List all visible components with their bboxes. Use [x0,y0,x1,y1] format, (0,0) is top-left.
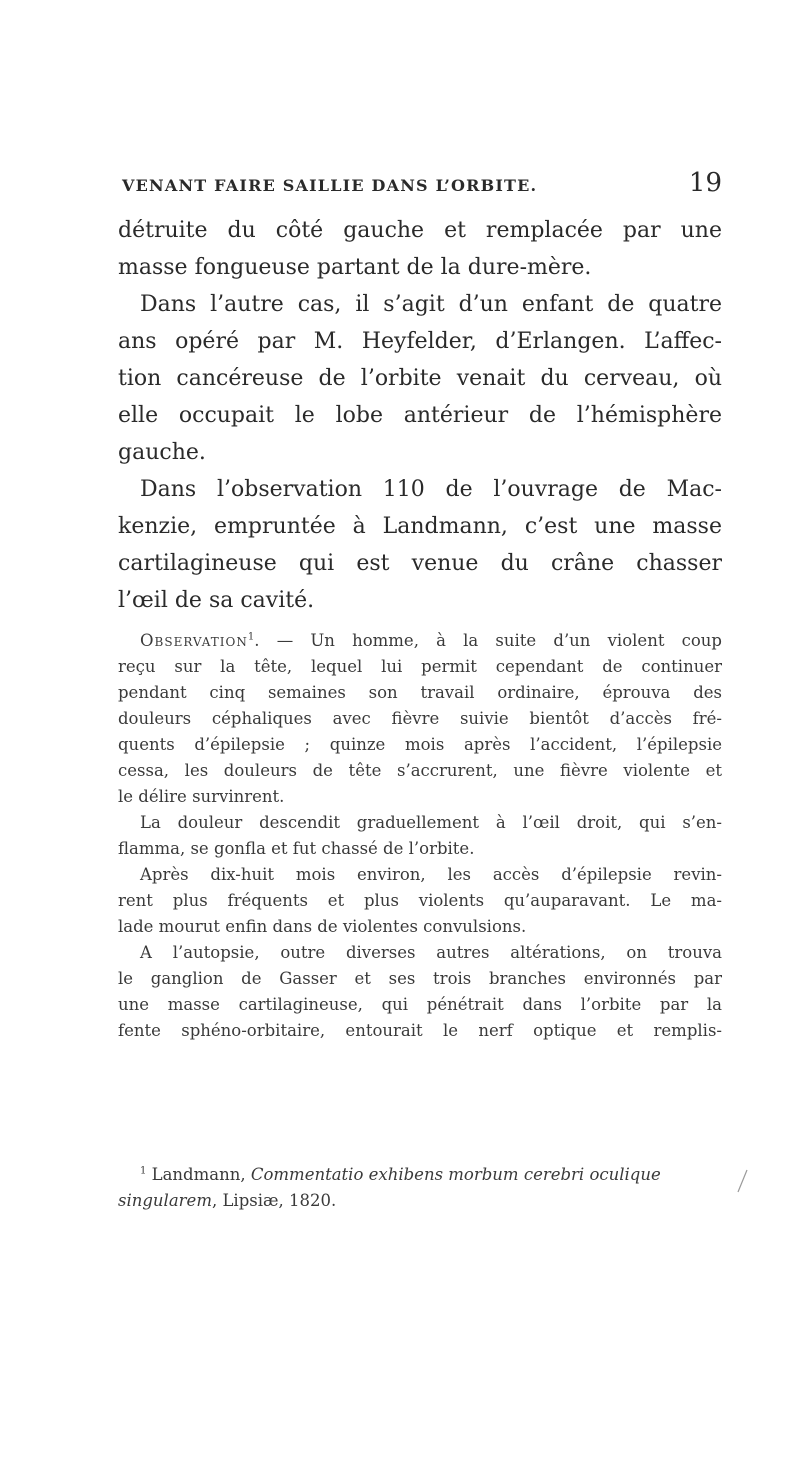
observation-line: flamma, se gonfla et fut chassé de l’orbite. [118,839,475,858]
text-line: gauche. [118,440,206,465]
footnote-imprint: , Lipsiæ, 1820. [211,1191,337,1210]
observation-line: fente sphéno-orbitaire, entourait le nerf optique et remplis- [118,1021,722,1040]
observation-line: quents d’épilepsie ; quinze mois après l’accident, l’épilepsie [118,735,722,754]
observation-text: . — Un homme, à la suite d’un violent coup [254,631,722,650]
observation-line: une masse cartilagineuse, qui pénétrait dans l’orbite par la [118,995,722,1014]
observation-line: reçu sur la tête, lequel lui permit cependant de continuer [118,657,722,676]
observation-line: le délire survinrent. [118,787,285,806]
observation-line: Après dix-huit mois environ, les accès d’épilepsie revin- [140,865,722,884]
observation-line: le ganglion de Gasser et ses trois branches environnés par [118,969,722,988]
observation-line: douleurs céphaliques avec fièvre suivie bientôt d’accès fré- [118,709,722,728]
footnote-reference[interactable]: 1 [247,631,255,643]
text-line: kenzie, empruntée à Landmann, c’est une masse [118,514,722,539]
text-line: Dans l’observation 110 de l’ouvrage de Mac- [140,477,722,502]
footnote [118,1162,722,1214]
text-line: l’œil de sa cavité. [118,588,315,613]
observation-line: rent plus fréquents et plus violents qu’auparavant. Le ma- [118,891,722,910]
text-line: masse fongueuse partant de la dure-mère. [118,255,592,280]
text-line: détruite du côté gauche et remplacée par une [118,218,722,243]
footnote-line [118,1162,722,1188]
page-number: 19 [688,168,722,198]
footnote-line [118,1188,722,1214]
text-line: tion cancéreuse de l’orbite venait du cerveau, où [118,366,722,391]
margin-stroke-mark [735,1168,749,1194]
observation-block [118,628,722,1044]
observation-first-line [118,628,722,654]
observation-line: pendant cinq semaines son travail ordinaire, éprouva des [118,683,722,702]
footnote-title: Commentatio exhibens morbum cerebri oculique [250,1165,661,1184]
footnote-number: 1 [140,1165,147,1177]
main-text [118,212,722,619]
running-header [118,168,722,200]
text-line: elle occupait le lobe antérieur de l’hémisphère [118,403,722,428]
text-line: Dans l’autre cas, il s’agit d’un enfant de quatre [140,292,722,317]
text-line: ans opéré par M. Heyfelder, d’Erlangen. L’affec- [118,329,722,354]
observation-line: cessa, les douleurs de tête s’accrurent, une fièvre violente et [118,761,722,780]
observation-line: A l’autopsie, outre diverses autres altérations, on trouva [140,943,722,962]
observation-label: Observation [140,631,248,650]
observation-line: lade mourut enfin dans de violentes convulsions. [118,917,527,936]
text-line: cartilagineuse qui est venue du crâne chasser [118,551,722,576]
observation-line: La douleur descendit graduellement à l’œil droit, qui s’en- [140,813,722,832]
running-title: VENANT FAIRE SAILLIE DANS L’ORBITE. [122,176,538,195]
footnote-title-cont: singularem [118,1191,212,1210]
footnote-author: Landmann, [151,1165,251,1184]
